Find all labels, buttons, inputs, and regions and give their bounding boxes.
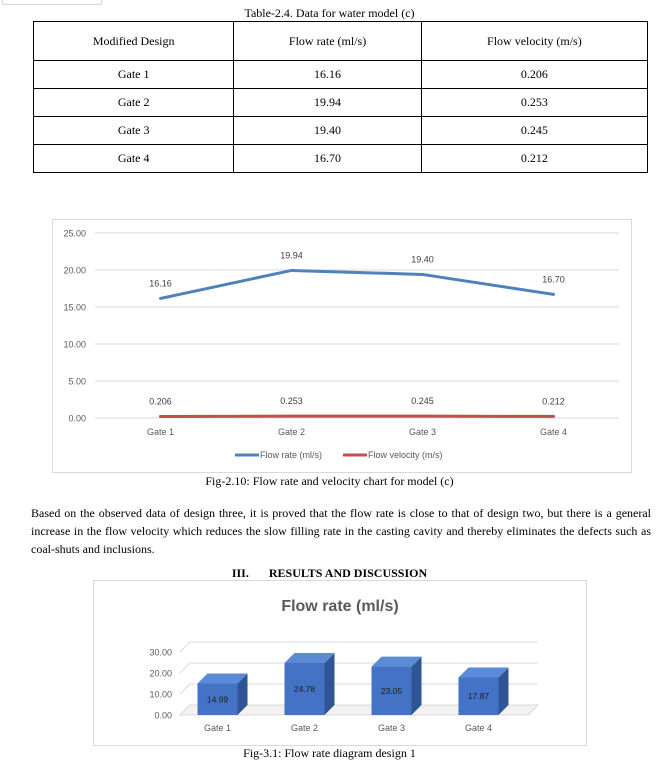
- y-tick-label: 5.00: [68, 376, 86, 387]
- x-tick-label: Gate 2: [277, 427, 306, 437]
- data-label: 16.70: [542, 274, 565, 285]
- data-point: [290, 415, 292, 417]
- table-cell: 16.70: [234, 145, 421, 173]
- bar-side: [412, 657, 422, 715]
- data-label: 0.245: [411, 396, 434, 407]
- section-heading: [0, 566, 659, 581]
- gridline: [180, 642, 538, 652]
- series-line: [161, 270, 554, 298]
- data-point: [159, 297, 161, 299]
- data-point: [552, 415, 554, 417]
- data-label: 24.78: [293, 683, 316, 694]
- table-header-row: [34, 22, 648, 61]
- data-label: 19.40: [411, 254, 434, 265]
- section-title: RESULTS AND DISCUSSION: [268, 566, 428, 580]
- figure-caption: Fig-2.10: Flow rate and velocity chart for model (c): [205, 474, 454, 488]
- x-tick-label: Gate 3: [408, 427, 437, 437]
- table-cell: 19.40: [234, 117, 421, 145]
- table-header-cell: Flow velocity (m/s): [421, 22, 647, 61]
- table-cell: 0.253: [421, 89, 647, 117]
- data-label: 23.05: [380, 685, 403, 696]
- table-cell: 0.212: [421, 145, 647, 173]
- bar-side: [325, 653, 335, 715]
- table-cell: Gate 4: [34, 145, 234, 173]
- page-fragment-top: [2, 0, 102, 5]
- table-header-cell: Flow rate (ml/s): [234, 22, 421, 61]
- data-point: [421, 273, 423, 275]
- data-label: 0.253: [280, 396, 303, 407]
- y-tick-label: 10.00: [149, 689, 172, 700]
- x-tick-label: Gate 3: [377, 723, 406, 733]
- data-label: 16.16: [149, 278, 172, 289]
- data-point: [552, 293, 554, 295]
- table-cell: 16.16: [234, 61, 421, 89]
- x-tick-label: Gate 4: [539, 427, 568, 437]
- table-caption: Table-2.4. Data for water model (c): [244, 6, 415, 20]
- data-point: [421, 415, 423, 417]
- section-number: III.: [231, 566, 249, 580]
- y-tick-label: 20.00: [63, 265, 86, 276]
- chart-title: Flow rate (ml/s): [281, 598, 399, 615]
- figure-caption: Fig-3.1: Flow rate diagram design 1: [243, 746, 416, 760]
- body-paragraph: Based on the observed data of design three, it is proved that the flow rate is close to that of design two, but there is a general increase in the flow velocity which reduces the slow filling rate in the casting cavity and thereby eliminates the defects such as coal-shuts and inclusions.: [31, 506, 651, 556]
- data-label: 14.99: [206, 694, 229, 705]
- table-cell: Gate 1: [34, 61, 234, 89]
- table-row: [34, 145, 648, 173]
- data-label: 17.87: [467, 691, 490, 702]
- bar-chart-svg: [94, 581, 586, 745]
- legend-label: Flow rate (ml/s): [260, 450, 323, 460]
- data-point: [159, 415, 161, 417]
- table-row: [34, 89, 648, 117]
- table-cell: 0.245: [421, 117, 647, 145]
- data-label: 0.206: [149, 396, 172, 407]
- x-tick-label: Gate 2: [290, 723, 319, 733]
- legend-label: Flow velocity (m/s): [368, 450, 443, 460]
- y-tick-label: 20.00: [149, 668, 172, 679]
- y-tick-label: 30.00: [149, 647, 172, 658]
- table-row: [34, 61, 648, 89]
- flow-rate-bar-chart: [93, 580, 587, 746]
- data-table: [33, 21, 648, 173]
- data-point: [290, 269, 292, 271]
- y-tick-label: 0.00: [154, 710, 172, 721]
- x-tick-label: Gate 1: [203, 723, 232, 733]
- y-tick-label: 25.00: [63, 228, 86, 239]
- flow-rate-velocity-line-chart: [52, 219, 632, 473]
- table-cell: 19.94: [234, 89, 421, 117]
- table-row: [34, 117, 648, 145]
- x-tick-label: Gate 1: [146, 427, 175, 437]
- table-header-cell: Modified Design: [34, 22, 234, 61]
- y-tick-label: 15.00: [63, 302, 86, 313]
- table-cell: Gate 3: [34, 117, 234, 145]
- data-label: 0.212: [542, 396, 565, 407]
- y-tick-label: 0.00: [68, 413, 86, 424]
- y-tick-label: 10.00: [63, 339, 86, 350]
- x-tick-label: Gate 4: [464, 723, 493, 733]
- table-cell: 0.206: [421, 61, 647, 89]
- line-chart-svg: [53, 220, 631, 472]
- table-cell: Gate 2: [34, 89, 234, 117]
- data-label: 19.94: [280, 250, 303, 261]
